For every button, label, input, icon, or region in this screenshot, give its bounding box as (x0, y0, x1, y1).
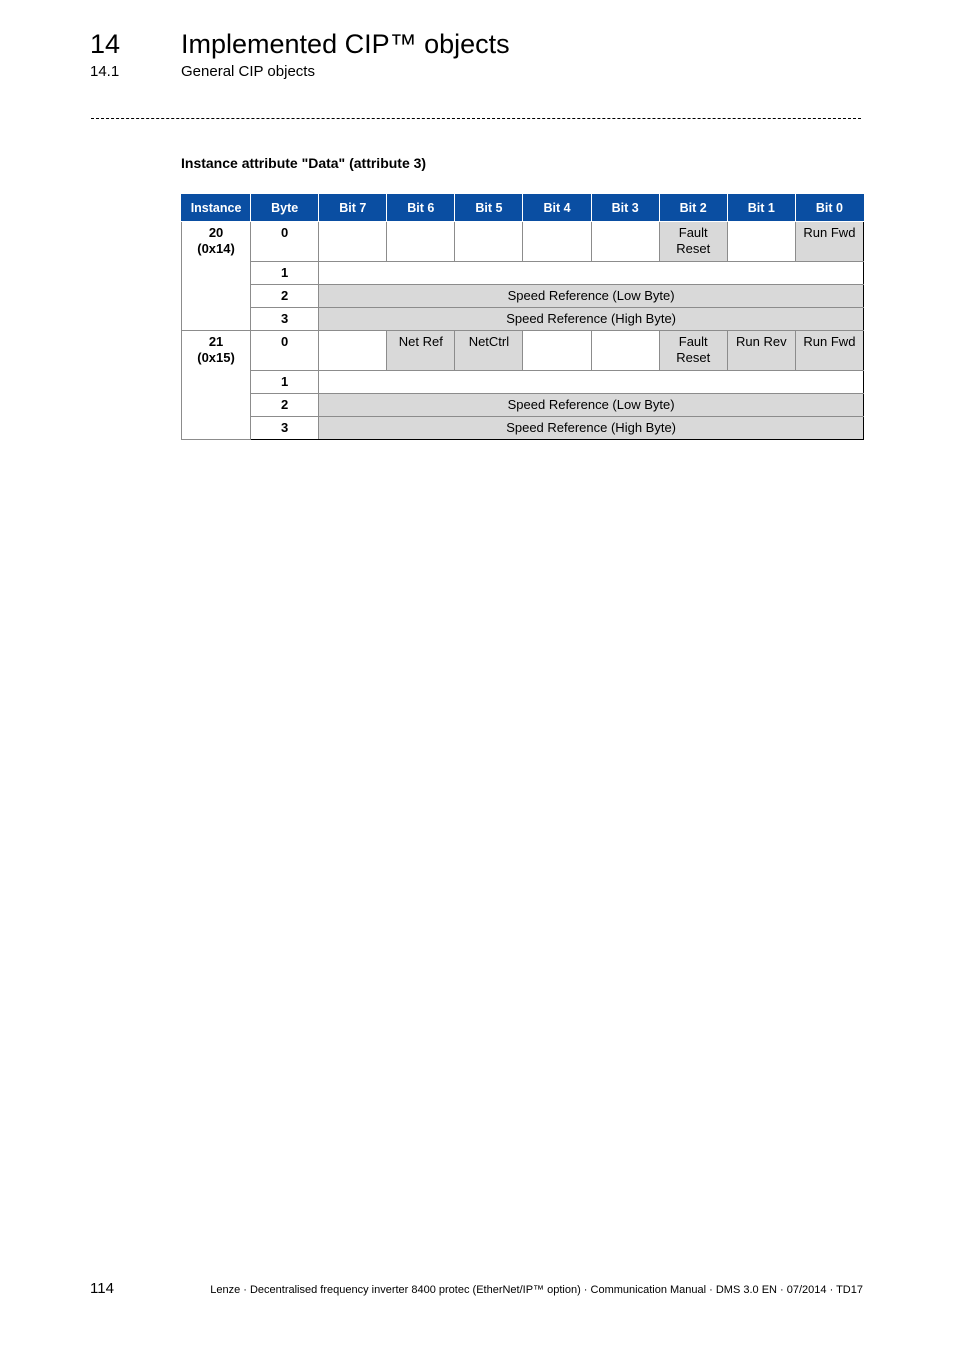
table-row (182, 417, 864, 440)
section-number: 14.1 (90, 63, 120, 80)
table-row (182, 394, 864, 417)
table-row (182, 285, 864, 308)
bit-cell: Run Fwd (795, 331, 863, 371)
bit-cell (387, 222, 455, 262)
bit-cell (319, 222, 387, 262)
bit-cell: Net Ref (387, 331, 455, 371)
instance-id: 21 (208, 334, 224, 349)
column-header: Byte (251, 195, 319, 222)
table-row (182, 262, 864, 285)
bit-cell: Run Fwd (795, 222, 863, 262)
bit-cell: Fault Reset (659, 331, 727, 371)
bit-cell (523, 331, 591, 371)
table-heading: Instance attribute "Data" (attribute 3) (181, 155, 427, 171)
bit-cell (455, 222, 523, 262)
bit-cell (319, 331, 387, 371)
byte-span-cell (319, 371, 864, 394)
byte-span-cell (319, 262, 864, 285)
page-number: 114 (90, 1280, 114, 1297)
byte-cell: 1 (251, 371, 319, 394)
header-divider (91, 118, 861, 119)
footer-text: Lenze · Decentralised frequency inverter 8400 protec (EtherNet/IP™ option) · Communication Manual · DMS 3.0 EN · 07/2014 · TD17 (210, 1284, 863, 1296)
bit-cell: NetCtrl (455, 331, 523, 371)
bit-cell (591, 222, 659, 262)
column-header: Bit 6 (387, 195, 455, 222)
byte-cell: 2 (251, 285, 319, 308)
instance-cell (182, 331, 251, 440)
table-row (182, 222, 864, 262)
column-header: Bit 4 (523, 195, 591, 222)
byte-cell: 2 (251, 394, 319, 417)
byte-cell: 1 (251, 262, 319, 285)
byte-cell: 3 (251, 308, 319, 331)
byte-span-cell: Speed Reference (High Byte) (319, 417, 864, 440)
section-title: General CIP objects (181, 63, 315, 80)
bit-cell (727, 222, 795, 262)
table-row (182, 371, 864, 394)
bit-cell: Fault Reset (659, 222, 727, 262)
column-header: Bit 2 (659, 195, 727, 222)
column-header: Bit 5 (455, 195, 523, 222)
byte-cell: 3 (251, 417, 319, 440)
table-header-row (182, 195, 864, 222)
bit-cell (591, 331, 659, 371)
table-row (182, 331, 864, 371)
column-header: Bit 7 (319, 195, 387, 222)
column-header: Bit 0 (795, 195, 863, 222)
column-header: Instance (182, 195, 251, 222)
byte-span-cell: Speed Reference (Low Byte) (319, 394, 864, 417)
chapter-number: 14 (90, 29, 121, 59)
column-header: Bit 3 (591, 195, 659, 222)
instance-id: 20 (208, 225, 224, 240)
instance-hex: (0x15) (197, 350, 235, 365)
table-row (182, 308, 864, 331)
byte-span-cell: Speed Reference (High Byte) (319, 308, 864, 331)
column-header: Bit 1 (727, 195, 795, 222)
instance-cell (182, 222, 251, 331)
bit-cell (523, 222, 591, 262)
chapter-title: Implemented CIP™ objects (181, 29, 510, 59)
byte-cell: 0 (251, 222, 319, 262)
bit-cell: Run Rev (727, 331, 795, 371)
instance-data-table (181, 194, 864, 440)
instance-hex: (0x14) (197, 241, 235, 256)
byte-cell: 0 (251, 331, 319, 371)
byte-span-cell: Speed Reference (Low Byte) (319, 285, 864, 308)
